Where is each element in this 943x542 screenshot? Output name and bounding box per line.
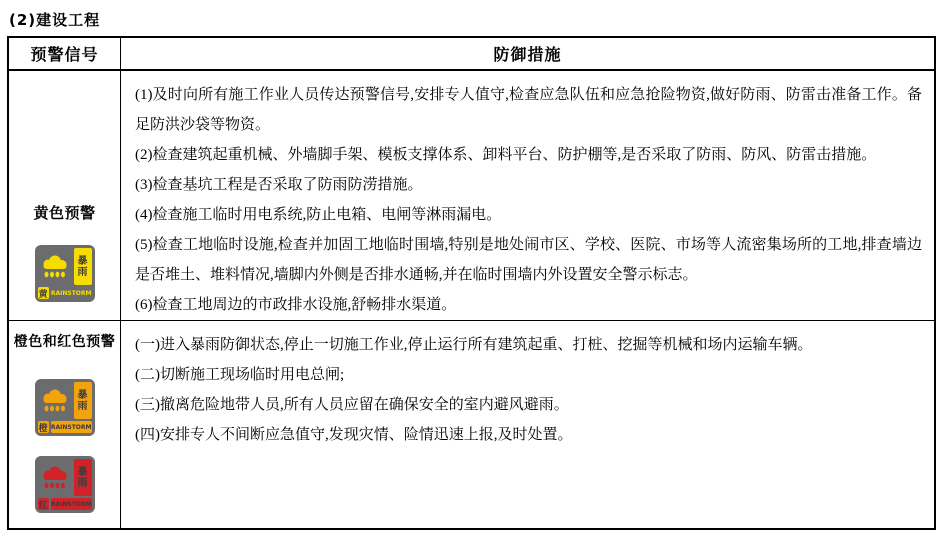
rain-cloud-icon: [38, 248, 72, 285]
measure-item: (4)检查施工临时用电系统,防止电箱、电闸等淋雨漏电。: [135, 207, 502, 223]
color-level-char: 橙: [38, 421, 49, 433]
signal-cell-orange-red: [9, 321, 121, 528]
table-row-orange-red-warning: [9, 321, 934, 528]
rainstorm-badge: [74, 248, 92, 285]
rainstorm-badge: [74, 459, 92, 496]
measures-list-orange-red: [121, 321, 934, 450]
table-header-row: [9, 38, 934, 71]
measure-item: (二)切断施工现场临时用电总闸;: [135, 367, 345, 383]
header-cell-warning-signal: 预警信号: [9, 38, 121, 69]
signal-cell-yellow: [9, 71, 121, 320]
table-row-yellow-warning: [9, 71, 934, 321]
measure-item: (6)检查工地周边的市政排水设施,舒畅排水渠道。: [135, 297, 457, 313]
yellow-warning-label: 黄色预警: [33, 205, 96, 222]
rainstorm-english-label: RAINSTORM: [51, 498, 92, 510]
section-title: (2)建设工程: [9, 11, 101, 29]
measures-cell-yellow: [121, 71, 934, 320]
rain-cloud-icon: [38, 382, 72, 419]
rainstorm-yellow-warning-icon: [35, 245, 95, 302]
rainstorm-badge: [74, 382, 92, 419]
icon-top-section: [38, 248, 92, 285]
icon-top-section: [38, 382, 92, 419]
orange-red-warning-label: 橙色和红色预警: [13, 333, 116, 349]
rainstorm-orange-warning-icon: [35, 379, 95, 436]
rainstorm-badge-text: 暴雨: [77, 255, 88, 278]
icon-top-section: [38, 459, 92, 496]
measure-item: (2)检查建筑起重机械、外墙脚手架、模板支撑体系、卸料平台、防护棚等,是否采取了防雨、防风、防雷击措施。: [135, 147, 877, 163]
icon-bottom-section: [38, 287, 92, 299]
measure-item: (5)检查工地临时设施,检查并加固工地临时围墙,特别是地处闹市区、学校、医院、市场等人流密集场所的工地,排查墙边是否堆土、堆料情况,墙脚内外侧是否排水通畅,并在临时围墙内外设置安全警示标志。: [135, 237, 922, 283]
rainstorm-badge-text: 暴雨: [77, 389, 88, 412]
color-level-char: 黄: [38, 287, 49, 299]
color-level-char: 红: [38, 498, 49, 510]
warning-measures-table: [7, 36, 936, 530]
rainstorm-english-label: RAINSTORM: [50, 289, 92, 297]
measure-item: (四)安排专人不间断应急值守,发现灾情、险情迅速上报,及时处置。: [135, 427, 573, 443]
measures-cell-orange-red: [121, 321, 934, 528]
measure-item: (三)撤离危险地带人员,所有人员应留在确保安全的室内避风避雨。: [135, 397, 569, 413]
rain-cloud-icon: [38, 459, 72, 496]
rainstorm-badge-text: 暴雨: [77, 466, 88, 489]
icon-bottom-section: [38, 421, 92, 433]
rainstorm-english-label: RAINSTORM: [51, 421, 92, 433]
icon-bottom-section: [38, 498, 92, 510]
header-cell-defense-measures: 防御措施: [493, 47, 562, 64]
measures-list-yellow: [121, 71, 934, 320]
measure-item: (3)检查基坑工程是否采取了防雨防涝措施。: [135, 177, 423, 193]
measure-item: (1)及时向所有施工作业人员传达预警信号,安排专人值守,检查应急队伍和应急抢险物资,做好防雨、防雷击准备工作。备足防洪沙袋等物资。: [135, 87, 922, 133]
rainstorm-red-warning-icon: [35, 456, 95, 513]
measure-item: (一)进入暴雨防御状态,停止一切施工作业,停止运行所有建筑起重、打桩、挖掘等机械和场内运输车辆。: [135, 337, 813, 353]
